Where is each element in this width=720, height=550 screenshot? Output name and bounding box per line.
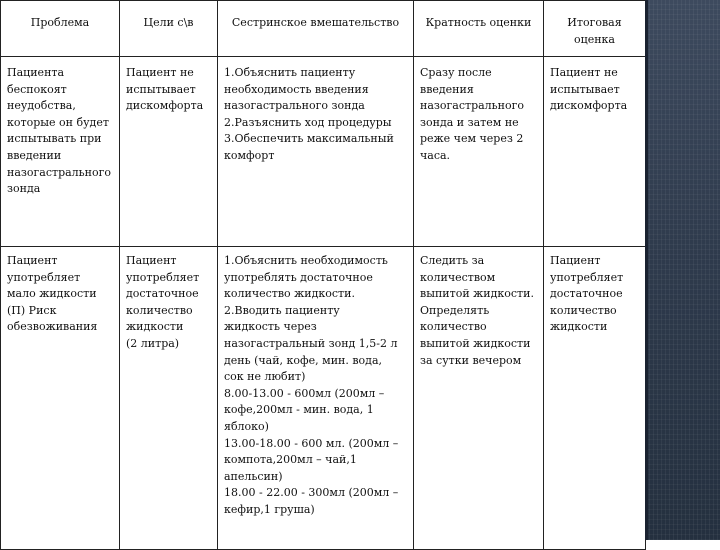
- cell-line: достаточное: [126, 287, 199, 301]
- header-goals: Цели с\в: [120, 1, 218, 57]
- table-row: [1, 247, 646, 550]
- cell-line: употребляет: [7, 270, 81, 284]
- cell-result: [544, 247, 646, 550]
- cell-line: дискомфорта: [550, 99, 628, 113]
- cell-line: употребляет: [550, 270, 624, 284]
- cell-line: введения: [420, 82, 474, 96]
- cell-line: беспокоят: [7, 82, 67, 96]
- cell-frequency: [414, 57, 544, 247]
- cell-line: кофе,200мл - мин. вода, 1: [224, 403, 374, 417]
- header-frequency: Кратность оценки: [414, 1, 544, 57]
- cell-line: Пациент не: [126, 66, 194, 79]
- cell-line: Пациент: [126, 254, 177, 267]
- cell-line: комфорт: [224, 148, 275, 162]
- decorative-side-panel: [645, 0, 720, 540]
- cell-result: [544, 57, 646, 247]
- cell-line: день (чай, кофе, мин. вода,: [224, 353, 383, 367]
- header-result: Итоговая оценка: [544, 1, 646, 57]
- cell-line: количество: [550, 303, 617, 317]
- cell-line: дискомфорта: [126, 99, 204, 113]
- cell-intervention: [218, 57, 414, 247]
- cell-line: 18.00 - 22.00 - 300мл (200мл –: [224, 486, 399, 500]
- cell-line: Пациент: [550, 254, 601, 267]
- table-header-row: [1, 1, 646, 57]
- cell-line: 1.Объяснить пациенту: [224, 66, 356, 79]
- cell-line: количество: [420, 320, 487, 334]
- cell-line: испытывать при: [7, 132, 102, 146]
- cell-line: выпитой жидкости: [420, 336, 531, 350]
- cell-line: Следить за: [420, 254, 485, 267]
- cell-line: мало жидкости: [7, 287, 97, 301]
- cell-line: апельсин): [224, 469, 283, 483]
- cell-line: жидкости: [550, 320, 608, 334]
- cell-line: выпитой жидкости.: [420, 287, 534, 301]
- cell-line: употребляет: [126, 270, 200, 284]
- cell-line: реже чем через 2: [420, 132, 524, 146]
- cell-goal: [120, 247, 218, 550]
- cell-frequency: [414, 247, 544, 550]
- cell-line: 1.Объяснить необходимость: [224, 254, 388, 267]
- cell-line: введении: [7, 148, 62, 162]
- cell-line: количеством: [420, 270, 496, 284]
- cell-line: зонда: [7, 182, 41, 196]
- table-row: [1, 57, 646, 247]
- cell-line: 8.00-13.00 - 600мл (200мл –: [224, 386, 385, 400]
- cell-line: испытывает: [126, 82, 196, 96]
- cell-line: 3.Обеспечить максимальный: [224, 132, 394, 146]
- cell-line: (2 литра): [126, 336, 180, 350]
- cell-line: которые он будет: [7, 115, 109, 129]
- cell-line: Пациента: [7, 66, 65, 79]
- cell-line: Пациент: [7, 254, 58, 267]
- cell-intervention: [218, 247, 414, 550]
- cell-line: необходимость введения: [224, 82, 369, 96]
- cell-line: неудобства,: [7, 99, 76, 113]
- header-intervention: Сестринское вмешательство: [218, 1, 414, 57]
- cell-line: Пациент не: [550, 66, 618, 79]
- cell-line: кефир,1 груша): [224, 502, 315, 516]
- cell-line: Сразу после: [420, 66, 492, 79]
- cell-line: назогастрального: [420, 99, 524, 113]
- cell-line: достаточное: [550, 287, 623, 301]
- cell-line: яблоко): [224, 419, 269, 433]
- header-problem: Проблема: [1, 1, 120, 57]
- side-panel-edge: [645, 0, 648, 540]
- cell-line: назогастрального зонда: [224, 99, 365, 113]
- cell-line: зонда и затем не: [420, 115, 519, 129]
- cell-line: за сутки вечером: [420, 353, 522, 367]
- cell-line: количество: [126, 303, 193, 317]
- cell-line: назогастральный зонд 1,5-2 л: [224, 336, 398, 350]
- cell-goal: [120, 57, 218, 247]
- cell-line: сок не любит): [224, 370, 306, 384]
- cell-line: обезвоживания: [7, 320, 98, 334]
- cell-line: 2.Вводить пациенту: [224, 303, 340, 317]
- cell-problem: [1, 247, 120, 550]
- cell-line: Определять: [420, 303, 490, 317]
- cell-line: часа.: [420, 148, 451, 162]
- cell-line: назогастрального: [7, 165, 111, 179]
- cell-problem: [1, 57, 120, 247]
- cell-line: употреблять достаточное: [224, 270, 373, 284]
- cell-line: 2.Разъяснить ход процедуры: [224, 115, 392, 129]
- cell-line: количество жидкости.: [224, 287, 355, 301]
- cell-line: испытывает: [550, 82, 620, 96]
- cell-line: 13.00-18.00 - 600 мл. (200мл –: [224, 436, 399, 450]
- cell-line: жидкости: [126, 320, 184, 334]
- cell-line: (П) Риск: [7, 303, 57, 317]
- cell-line: компота,200мл – чай,1: [224, 453, 357, 467]
- cell-line: жидкость через: [224, 320, 317, 334]
